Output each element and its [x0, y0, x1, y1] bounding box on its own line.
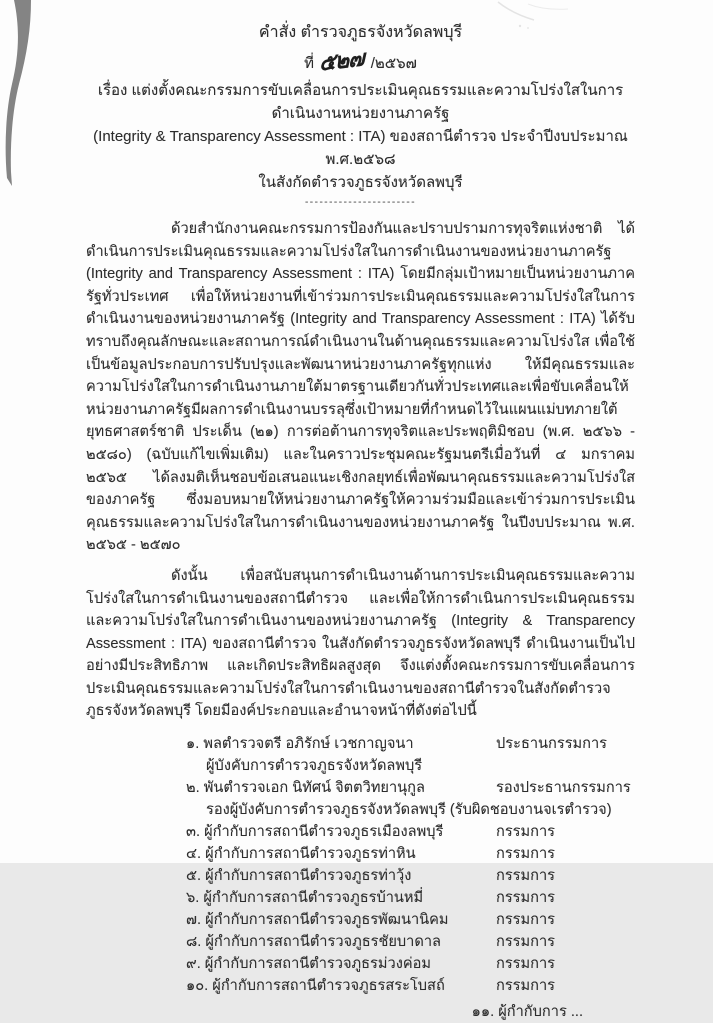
member-name: ๙. ผู้กำกับการสถานีตำรวจภูธรม่วงค่อม [186, 956, 431, 973]
member-name: ๗. ผู้กำกับการสถานีตำรวจภูธรพัฒนานิคม [186, 912, 449, 929]
member-role: กรรมการ [496, 846, 556, 863]
page-continuation: ๑๑. ผู้กำกับการ ... [471, 1004, 583, 1021]
committee-member-5 [186, 865, 635, 887]
member-role: กรรมการ [496, 978, 556, 995]
paragraph-background: ด้วยสำนักงานคณะกรรมการป้องกันและปราบปรามการทุจริตแห่งชาติ ได้ดำเนินการประเมินคุณธรรมและความโปร่งใสในการดำเนินงานของหน่วยงานภาครัฐ (Integrity and Transparency Assessment : ITA) โดยมีกลุ่มเป้าหมายเป็นหน่วยงานภาครัฐทั่วประเทศ เพื่อให้หน่วยงานที่เข้าร่วมการประเมินคุณธรรมและความโปร่งใสในการดำเนินงานของหน่วยงานภาครัฐ (Integrity and Transparency Assessment : ITA) ได้รับทราบถึงคุณลักษณะและสถานการณ์ดำเนินงานในด้านคุณธรรมและความโปร่งใส เพื่อใช้เป็นข้อมูลประกอบการปรับปรุงและพัฒนาหน่วยงานภาครัฐทุกแห่ง ให้มีคุณธรรมและความโปร่งใสในการดำเนินงานภายใต้มาตรฐานเดียวกันทั่วประเทศและเพื่อขับเคลื่อนให้หน่วยงานภาครัฐมีผลการดำเนินงานบรรลุซึ่งเป้าหมายที่กำหนดไว้ในแผนแม่บทภายใต้ยุทธศาสตร์ชาติ ประเด็น (๒๑) การต่อต้านการทุจริตและประพฤติมิชอบ (พ.ศ. ๒๕๖๖ - ๒๕๘๐) (ฉบับแก้ไขเพิ่มเติม) และในคราวประชุมคณะรัฐมนตรีเมื่อวันที่ ๔ มกราคม ๒๕๖๕ ได้ลงมติเห็นชอบข้อเสนอแนะเชิงกลยุทธ์เพื่อพัฒนาคุณธรรมและความโปร่งใสของภาครัฐ ซึ่งมอบหมายให้หน่วยงานภาครัฐให้ความร่วมมือและเข้าร่วมการประเมินคุณธรรมและความโปร่งใสในการดำเนินงานของหน่วยงานภาครัฐ ในปีงบประมาณ พ.ศ. ๒๕๖๕ - ๒๕๗๐ [86, 221, 635, 554]
document-title: คำสั่ง ตำรวจภูธรจังหวัดลพบุรี [258, 24, 463, 41]
member-name: ๓. ผู้กำกับการสถานีตำรวจภูธรเมืองลพบุรี [186, 824, 444, 841]
order-number-prefix: ที่ [304, 55, 314, 72]
member-role: กรรมการ [496, 868, 556, 885]
member-name: ๔. ผู้กำกับการสถานีตำรวจภูธรท่าหิน [186, 846, 416, 863]
member-role: กรรมการ [496, 824, 556, 841]
member-name: ๑. พลตำรวจตรี อภิรักษ์ เวชกาญจนา [186, 736, 414, 753]
committee-list [86, 733, 635, 997]
member-role: กรรมการ [496, 934, 556, 951]
document-header [86, 22, 635, 210]
paragraph-resolution: ดังนั้น เพื่อสนับสนุนการดำเนินงานด้านการประเมินคุณธรรมและความโปร่งใสในการดำเนินงานของสถานีตำรวจ และเพื่อให้การดำเนินการประเมินคุณธรรมและความโปร่งใสในการดำเนินงานของหน่วยงานภาครัฐ (Integrity & Transparency Assessment : ITA) ของสถานีตำรวจ ในสังกัดตำรวจภูธรจังหวัดลพบุรี ดำเนินงานเป็นไปอย่างมีประสิทธิภาพ และเกิดประสิทธิผลสูงสุด จึงแต่งตั้งคณะกรรมการขับเคลื่อนการประเมินคุณธรรมและความโปร่งใสในการดำเนินงานของสถานีตำรวจในสังกัดตำรวจภูธรจังหวัดลพบุรี โดยมีองค์ประกอบและอำนาจหน้าที่ดังต่อไปนี้ [86, 567, 635, 720]
member-position: รองผู้บังคับการตำรวจภูธรจังหวัดลพบุรี (รับผิดชอบงานจเรตำรวจ) [206, 802, 612, 819]
subject-line-1: เรื่อง แต่งตั้งคณะกรรมการขับเคลื่อนการประเมินคุณธรรมและความโปร่งใสในการดำเนินงานหน่วยงานภาครัฐ [97, 82, 624, 122]
subject-line-3: ในสังกัดตำรวจภูธรจังหวัดลพบุรี [258, 174, 463, 191]
member-role: กรรมการ [496, 912, 556, 929]
member-role: ประธานกรรมการ [496, 736, 608, 753]
committee-member-1 [186, 733, 635, 777]
member-name: ๖. ผู้กำกับการสถานีตำรวจภูธรบ้านหมี่ [186, 890, 424, 907]
committee-member-9 [186, 953, 635, 975]
committee-member-6 [186, 887, 635, 909]
member-name: ๒. พันตำรวจเอก นิทัศน์ จิตตวิทยานุกูล [186, 780, 425, 797]
committee-member-10 [186, 975, 635, 997]
committee-member-4 [186, 843, 635, 865]
order-number-line [86, 46, 635, 79]
member-role: รองประธานกรรมการ [496, 780, 631, 797]
order-number-handwritten: ๕๒๗ [318, 45, 364, 76]
committee-member-7 [186, 909, 635, 931]
committee-member-8 [186, 931, 635, 953]
committee-member-3 [186, 821, 635, 843]
separator-dashes: ----------------------- [304, 197, 417, 208]
order-number-year: /๒๕๖๗ [370, 55, 417, 72]
subject-line-2: (Integrity & Transparency Assessment : ITA) ของสถานีตำรวจ ประจำปีงบประมาณ พ.ศ.๒๕๖๘ [93, 128, 628, 168]
member-name: ๘. ผู้กำกับการสถานีตำรวจภูธรชัยบาดาล [186, 934, 441, 951]
committee-member-2 [186, 777, 635, 821]
member-name: ๑๐. ผู้กำกับการสถานีตำรวจภูธรสระโบสถ์ [186, 978, 445, 995]
member-role: กรรมการ [496, 890, 556, 907]
member-role: กรรมการ [496, 956, 556, 973]
member-position: ผู้บังคับการตำรวจภูธรจังหวัดลพบุรี [206, 758, 423, 775]
member-name: ๕. ผู้กำกับการสถานีตำรวจภูธรท่าวุ้ง [186, 868, 412, 885]
